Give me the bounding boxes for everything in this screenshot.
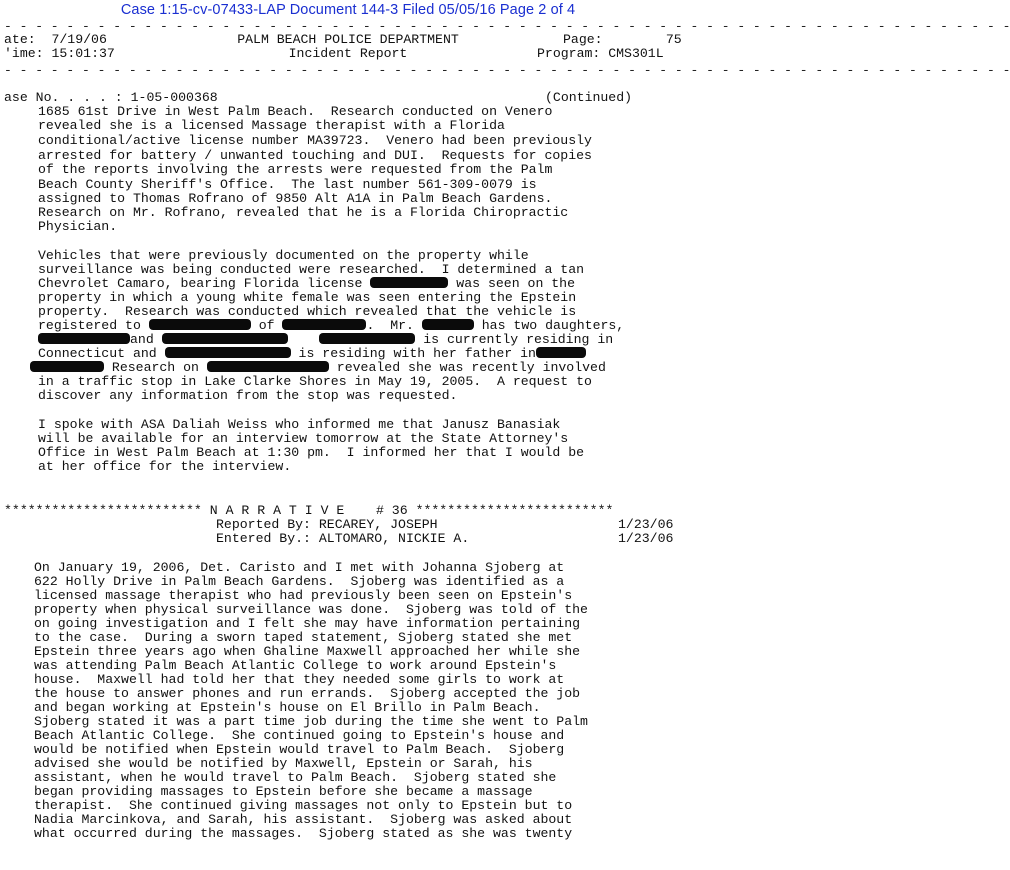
narrative-stars-right: *************************	[415, 503, 614, 518]
text-fragment: Research on	[104, 360, 207, 375]
department-name: PALM BEACH POLICE DEPARTMENT	[237, 32, 459, 47]
body-line: Nadia Marcinkova, and Sarah, his assistant. Sjoberg was asked about	[34, 812, 573, 827]
entered-by-row	[216, 531, 469, 546]
body-line: surveillance was being conducted were researched. I determined a tan	[38, 262, 585, 277]
reported-label: Reported By:	[216, 517, 311, 532]
body-line	[38, 332, 613, 347]
case-number: 1-05-000368	[130, 90, 218, 105]
redaction-bar	[319, 333, 415, 344]
body-line: was attending Palm Beach Atlantic College to work around Epstein's	[34, 658, 557, 673]
redaction-bar	[370, 277, 448, 288]
entered-label: Entered By.:	[216, 531, 311, 546]
text-fragment: is currently residing in	[415, 332, 614, 347]
text-fragment: and	[130, 332, 162, 347]
body-line: 622 Holly Drive in Palm Beach Gardens. Sjoberg was identified as a	[34, 574, 565, 589]
body-line: advised she would be notified by Maxwell, Epstein or Sarah, his	[34, 756, 533, 771]
narrative-header	[4, 503, 613, 518]
date-label: ate:	[4, 32, 36, 47]
body-line: would be notified when Epstein would travel to Palm Beach. Sjoberg	[34, 742, 565, 757]
redaction-bar	[422, 319, 474, 330]
body-line: conditional/active license number MA39723. Venero had been previously	[38, 133, 592, 148]
program-row	[537, 46, 664, 61]
body-line	[38, 318, 624, 333]
body-line: Office in West Palm Beach at 1:30 pm. I informed her that I would be	[38, 445, 585, 460]
body-line: Beach County Sheriff's Office. The last number 561-309-0079 is	[38, 177, 537, 192]
reported-by-row	[216, 517, 438, 532]
body-line: Physician.	[38, 219, 118, 234]
continued-label: (Continued)	[545, 90, 633, 105]
body-line: property. Research was conducted which revealed that the vehicle is	[38, 304, 577, 319]
text-fragment: is residing with her father in	[290, 346, 536, 361]
reported-date: 1/23/06	[618, 517, 674, 532]
body-line: at her office for the interview.	[38, 459, 292, 474]
body-line	[30, 360, 606, 375]
narrative-number: # 36	[375, 503, 408, 518]
narrative-title: N A R R A T I V E	[209, 503, 345, 518]
body-line: house. Maxwell had told her that they needed some girls to work at	[34, 672, 565, 687]
body-line: licensed massage therapist who had previously been seen on Epstein's	[34, 588, 573, 603]
text-fragment: . Mr.	[366, 318, 422, 333]
body-line: what occurred during the massages. Sjoberg stated as she was twenty	[34, 826, 573, 841]
redaction-bar	[165, 347, 291, 358]
redaction-bar	[207, 361, 329, 372]
body-line: On January 19, 2006, Det. Caristo and I met with Johanna Sjoberg at	[34, 560, 565, 575]
narrative-stars-left: *************************	[4, 503, 202, 518]
court-filing-header: Case 1:15-cv-07433-LAP Document 144-3 Filed 05/05/16 Page 2 of 4	[120, 2, 576, 18]
time-value: 15:01:37	[51, 46, 115, 61]
body-line: assistant, when he would travel to Palm Beach. Sjoberg stated she	[34, 770, 557, 785]
body-line	[38, 346, 586, 361]
body-line: will be available for an interview tomorrow at the State Attorney's	[38, 431, 569, 446]
body-line: assigned to Thomas Rofrano of 9850 Alt A1A in Palm Beach Gardens.	[38, 191, 553, 206]
dashed-divider: - - - - - - - - - - - - - - - - - - - - - - - - - - - - - - - - - - - - - - - - - - - - - - - - - - - - - - - - - - - - - - - - -	[4, 63, 1010, 78]
text-fragment: Chevrolet Camaro, bearing Florida license	[38, 276, 371, 291]
body-line: the house to answer phones and run errands. Sjoberg accepted the job	[34, 686, 581, 701]
body-line	[38, 276, 575, 291]
body-line: on going investigation and I felt she may have information pertaining	[34, 616, 581, 631]
text-fragment: of	[250, 318, 283, 333]
text-fragment: Connecticut and	[38, 346, 165, 361]
case-label: ase No. . . . :	[4, 90, 123, 105]
case-number-row	[4, 90, 218, 105]
body-line: and began working at Epstein's house on El Brillo in Palm Beach.	[34, 700, 541, 715]
date-value: 7/19/06	[51, 32, 107, 47]
redaction-bar	[149, 319, 251, 330]
body-line: Vehicles that were previously documented on the property while	[38, 248, 529, 263]
body-line: property when physical surveillance was done. Sjoberg was told of the	[34, 602, 588, 617]
program-value: CMS301L	[608, 46, 664, 61]
body-line: discover any information from the stop was requested.	[38, 388, 458, 403]
body-line: property in which a young white female was seen entering the Epstein	[38, 290, 577, 305]
body-line: Sjoberg stated it was a part time job during the time she went to Palm	[34, 714, 588, 729]
body-line: Beach Atlantic College. She continued going to Epstein's house and	[34, 728, 565, 743]
redaction-bar	[536, 347, 586, 358]
page-value: 75	[665, 32, 682, 47]
program-label: Program:	[537, 46, 601, 61]
time-label: 'ime:	[4, 46, 44, 61]
body-line: Epstein three years ago when Ghaline Maxwell approached her while she	[34, 644, 581, 659]
text-fragment: was seen on the	[448, 276, 576, 291]
text-fragment: revealed she was recently involved	[328, 360, 606, 375]
reported-name: RECAREY, JOSEPH	[318, 517, 438, 532]
body-line: I spoke with ASA Daliah Weiss who informed me that Janusz Banasiak	[38, 417, 561, 432]
entered-name: ALTOMARO, NICKIE A.	[318, 531, 470, 546]
body-line: in a traffic stop in Lake Clarke Shores in May 19, 2005. A request to	[38, 374, 592, 389]
redaction-bar	[282, 319, 366, 330]
text-fragment: registered to	[38, 318, 149, 333]
entered-date: 1/23/06	[618, 531, 674, 546]
body-line: to the case. During a sworn taped statement, Sjoberg stated she met	[34, 630, 573, 645]
redaction-bar	[30, 361, 104, 372]
body-line: began providing massages to Epstein before she became a massage	[34, 784, 533, 799]
body-line: revealed she is a licensed Massage therapist with a Florida	[38, 118, 505, 133]
body-line: arrested for battery / unwanted touching and DUI. Requests for copies	[38, 148, 592, 163]
dashed-divider: - - - - - - - - - - - - - - - - - - - - - - - - - - - - - - - - - - - - - - - - - - - - - - - - - - - - - - - - - - - - - - - - -	[4, 19, 1010, 34]
page-label: Page:	[563, 32, 603, 47]
redaction-bar	[162, 333, 288, 344]
body-line: therapist. She continued giving massages not only to Epstein but to	[34, 798, 573, 813]
redaction-bar	[38, 333, 130, 344]
page-number-row	[563, 32, 682, 47]
report-type: Incident Report	[288, 46, 408, 61]
body-line: Research on Mr. Rofrano, revealed that he is a Florida Chiropractic	[38, 205, 569, 220]
body-line: of the reports involving the arrests were requested from the Palm	[38, 162, 553, 177]
body-line: 1685 61st Drive in West Palm Beach. Research conducted on Venero	[38, 104, 553, 119]
text-fragment: has two daughters,	[473, 318, 625, 333]
